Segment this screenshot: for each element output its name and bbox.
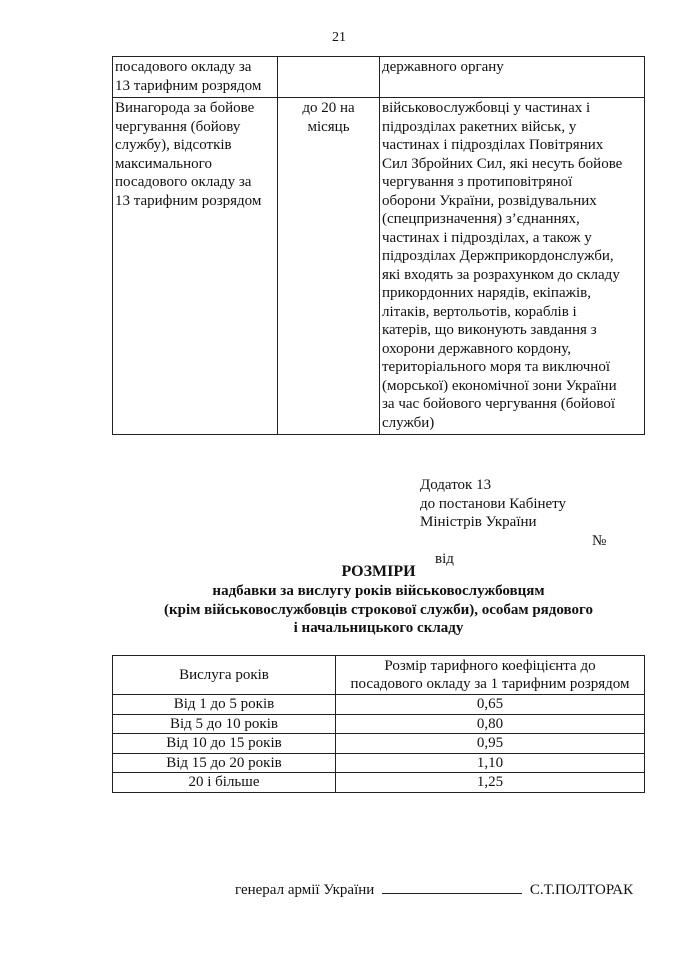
table-cell: [380, 98, 645, 435]
cell-line: Сил Збройних Сил, які несуть бойове: [382, 155, 623, 172]
cell-line: державного органу: [382, 59, 504, 75]
table-row: [113, 773, 645, 793]
signatory-name: С.Т.ПОЛТОРАК: [529, 882, 634, 898]
signatory-title: генерал армії України: [235, 882, 375, 898]
cell-line: посадового окладу за: [115, 59, 252, 75]
cell-line: оборони України, розвідувальних: [382, 192, 597, 209]
cell-line: які входять за розрахунком до складу: [382, 266, 620, 283]
coefficient-cell: 0,80: [336, 714, 645, 734]
page-number: 21: [332, 30, 346, 45]
coefficient-cell: 1,10: [336, 753, 645, 773]
table-row: [113, 753, 645, 773]
cell-line: максимального: [115, 155, 212, 172]
seniority-cell: Від 5 до 10 років: [113, 714, 336, 734]
cell-line: (морської) економічної зони України: [382, 377, 617, 394]
seniority-cell: Від 1 до 5 років: [113, 695, 336, 715]
allowance-table-continued: [112, 56, 645, 435]
cell-line: чергування (бойову: [115, 118, 241, 135]
seniority-cell: Від 10 до 15 років: [113, 734, 336, 754]
table-cell: [113, 57, 278, 98]
table-header-row: [113, 656, 645, 695]
cell-line: частинах і підрозділах Повітряних: [382, 137, 604, 153]
table-cell: [278, 57, 380, 98]
coefficient-cell: 0,95: [336, 734, 645, 754]
seniority-cell: 20 і більше: [113, 773, 336, 793]
document-heading: [112, 563, 645, 638]
cell-line: службу), відсотків: [115, 137, 232, 153]
column-header-seniority: Вислуга років: [113, 656, 336, 695]
table-row: [113, 98, 645, 435]
coefficient-cell: 0,65: [336, 695, 645, 715]
annex-number-sign: №: [592, 532, 607, 549]
heading-line: і начальницького складу: [293, 620, 464, 637]
table-cell: [278, 98, 380, 435]
cell-line: територіального моря та виключної: [382, 359, 610, 375]
cell-line: охорони державного кордону,: [382, 340, 572, 357]
heading-line: надбавки за вислугу років військовослужбовцям: [212, 582, 545, 599]
seniority-rates-table: [112, 655, 645, 793]
cell-line: за час бойового чергування (бойової: [382, 396, 616, 412]
cell-line: літаків, вертольотів, кораблів і: [382, 303, 577, 320]
cell-line: військовослужбовці у частинах і: [382, 100, 591, 116]
coefficient-cell: 1,25: [336, 773, 645, 793]
cell-line: підрозділах ракетних військ, у: [382, 118, 577, 135]
table-cell: [113, 98, 278, 435]
table-row: [113, 714, 645, 734]
cell-line: частинах і підрозділах, а також у: [382, 229, 592, 246]
cell-line: 13 тарифним розрядом: [115, 192, 262, 209]
cell-line: 13 тарифним розрядом: [115, 77, 262, 94]
cell-line: прикордонних нарядів, екіпажів,: [382, 285, 591, 301]
cell-line: посадового окладу за: [115, 174, 252, 190]
annex-line: до постанови Кабінету: [420, 495, 567, 512]
cell-line: до 20 на: [302, 100, 355, 116]
heading-line: (крім військовослужбовців строкової служби), особам рядового: [164, 601, 593, 618]
header-line: Розмір тарифного коефіцієнта до: [384, 657, 596, 674]
signature-line: [382, 879, 522, 894]
signature-block: [235, 879, 633, 899]
annex-from-label: від: [435, 551, 454, 568]
table-cell: [380, 57, 645, 98]
heading-title: РОЗМІРИ: [341, 563, 416, 580]
table-row: [113, 695, 645, 715]
seniority-cell: Від 15 до 20 років: [113, 753, 336, 773]
annex-line: Міністрів України: [420, 514, 537, 531]
annex-line: Додаток 13: [420, 477, 492, 493]
cell-line: чергування з протиповітряної: [382, 174, 573, 190]
table-row: [113, 734, 645, 754]
cell-line: підрозділах Держприкордонслужби,: [382, 248, 614, 264]
header-line: посадового окладу за 1 тарифним розрядом: [350, 676, 630, 692]
cell-line: служби): [382, 414, 435, 431]
column-header-coefficient: [336, 656, 645, 695]
cell-line: катерів, що виконують завдання з: [382, 322, 597, 338]
table-row: [113, 57, 645, 98]
cell-line: Винагорода за бойове: [115, 100, 255, 116]
cell-line: місяць: [307, 118, 350, 135]
cell-line: (спецпризначення) з’єднаннях,: [382, 211, 580, 227]
